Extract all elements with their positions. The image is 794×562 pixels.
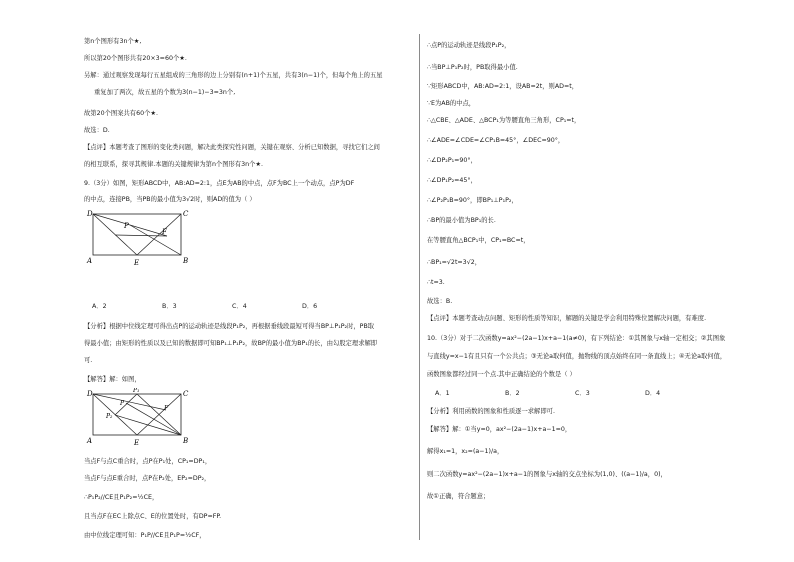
text-line: ∴△CBE、△ADE、△BCP₁为等腰直角三角形，CP₁=t， — [427, 117, 581, 124]
label-F: F — [164, 405, 169, 412]
text-line: 故第20个图案共有60个★. — [84, 110, 159, 117]
option-c: C．4 — [232, 303, 247, 310]
analysis-line: 可. — [84, 357, 93, 364]
answer-line: 故①正确，符合题意； — [427, 493, 490, 500]
question-10-line: 与直线y=x−1有且只有一个公共点；③无论a取何值，抛物线的顶点始终在同一条直线上；④无论a取何值， — [427, 353, 727, 360]
option-a: A．1 — [435, 390, 450, 397]
text-line: 第n个图形有3n个★, — [84, 38, 142, 45]
figure-rectangle-2 — [84, 388, 194, 450]
label-P2: P₂ — [106, 413, 113, 420]
text-line: ∴点P的运动轨迹是线段P₁P₂， — [427, 42, 511, 49]
comment-line: 【点评】本题考查动点问题、矩形的性质等知识，解题的关键是学会利用特殊位置解决问题，有难度. — [427, 315, 707, 322]
answer-line: 【解答】解：①当y=0，ax²−(2a−1)x+a−1=0， — [427, 426, 572, 433]
text-line: 所以第20个图形共有20×3=60个★. — [84, 55, 187, 62]
answer-heading: 【解答】解：如图， — [84, 376, 141, 383]
text-line: ∴当BP⊥P₁P₂时，PB取得最小值. — [427, 64, 518, 71]
text-line: 故选：B. — [427, 298, 453, 305]
text-line: ∴BP₁=√2t=3√2， — [427, 259, 482, 266]
answer-line: 解得x₁=1，x₂=(a−1)/a， — [427, 448, 504, 455]
text-line: ∴t=3. — [427, 279, 445, 286]
text-line: ∴∠DP₂P₁=90°， — [427, 157, 477, 164]
text-line: ∴∠ADE=∠CDE=∠CP₁B=45°，∠DEC=90°， — [427, 137, 565, 144]
label-C: C — [183, 390, 189, 398]
question-10-line: 函数图象都经过同一个点.其中正确结论的个数是（ ） — [427, 371, 576, 378]
option-b: B．3 — [162, 303, 177, 310]
label-D: D — [87, 390, 93, 398]
option-d: D．4 — [645, 390, 661, 397]
label-P1: P₁ — [133, 388, 140, 394]
text-line: 另解：通过观察发现每行五星组成的三角形的边上分别有(n+1)个五星，共有3(n−1)个，但每个角上的五星 — [84, 72, 383, 79]
text-line: ∴∠P₂P₁B=90°，即BP₁⊥P₁P₂， — [427, 197, 518, 204]
text-line: 的相互联系，探寻其规律.本题的关键规律为第n个图形有3n个★. — [84, 161, 264, 168]
text-line: ∵E为AB的中点， — [427, 100, 476, 107]
answer-line: 当点F与点C重合时，点P在P₁处，CP₁=DP₁， — [84, 458, 212, 465]
text-line: ∵矩形ABCD中，AB:AD=2:1，设AB=2t，则AD=t， — [427, 83, 579, 90]
answer-line: 则二次函数y=ax²−(2a−1)x+a−1的图象与x轴的交点坐标为(1,0)、((a−1)/a，0)， — [427, 471, 667, 478]
option-d: D．6 — [302, 303, 318, 310]
label-A: A — [87, 437, 93, 445]
text-line: 重复加了两次，故五星的个数为3(n−1)−3=3n个, — [94, 89, 236, 96]
answer-line: 当点F与点E重合时，点P在P₂处，EP₂=DP₂， — [84, 475, 211, 482]
label-P: P — [124, 222, 129, 230]
figure-rectangle-1 — [84, 208, 194, 270]
text-line: 的中点，连接PB，当PB的最小值为3√2时，则AD的值为（ ） — [84, 196, 256, 203]
label-F: F — [162, 228, 167, 236]
text-line: ∴∠DP₁P₂=45°， — [427, 177, 477, 184]
answer-line: 由中位线定理可知：P₁P//CE且P₁P=½CF， — [84, 532, 206, 539]
question-9: 9.（3分）如图，矩形ABCD中，AB:AD=2:1，点E为AB的中点，点F为BC上一个动点，点P为DF — [84, 180, 355, 187]
label-A: A — [87, 257, 93, 265]
label-P: P — [120, 400, 125, 407]
label-B: B — [183, 257, 189, 265]
text-line: ∴BP的最小值为BP₁的长. — [427, 217, 496, 224]
text-line: 【点评】本题考查了图形的变化类问题，解决此类探究性问题，关键在观察、分析已知数据，寻找它们之间 — [84, 144, 380, 151]
analysis-line: 【分析】利用函数的图象和性质逐一求解即可. — [427, 408, 555, 415]
option-a: A．2 — [92, 303, 107, 310]
analysis-line: 得最小值；由矩形的性质以及已知的数据即可知BP₁⊥P₁P₂，故BP的最小值为BP₁的长，由勾股定理求解即 — [84, 340, 378, 347]
option-b: B．2 — [505, 390, 520, 397]
answer-line: 且当点F在EC上除点C、E的位置处时，有DP=FP. — [84, 513, 222, 520]
column-divider — [419, 34, 420, 540]
label-E: E — [134, 439, 140, 447]
label-B: B — [183, 437, 189, 445]
text-line: 故选：D. — [84, 127, 110, 134]
question-10: 10.（3分）对于二次函数y=ax²−(2a−1)x+a−1(a≠0)，有下列结论：①其图象与x轴一定相交；②其图象 — [427, 335, 726, 342]
label-D: D — [87, 210, 93, 218]
analysis-line: 【分析】根据中位线定理可得出点P的运动轨迹是线段P₁P₂，再根据垂线段最短可得当BP⊥P₁P₂时，PB取 — [84, 323, 375, 330]
label-E: E — [134, 259, 140, 267]
label-C: C — [183, 210, 189, 218]
answer-line: ∴P₁P₂//CE且P₁P₂=½CE， — [84, 494, 159, 501]
option-c: C．3 — [575, 390, 590, 397]
text-line: 在等腰直角△BCP₁中，CP₁=BC=t， — [427, 237, 530, 244]
